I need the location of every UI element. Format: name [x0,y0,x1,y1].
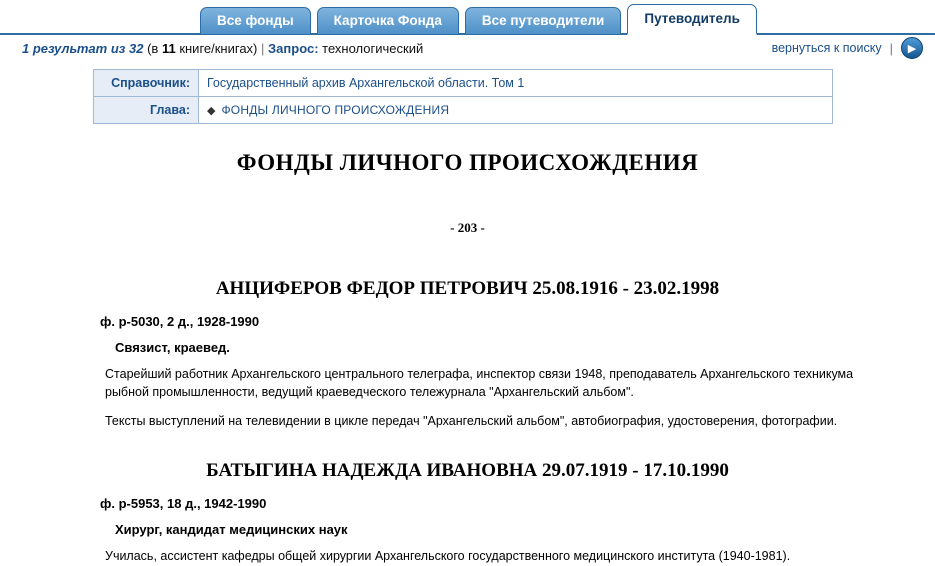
chapter-label: Глава: [94,97,199,124]
back-to-search-link[interactable]: вернуться к поиску [771,41,882,55]
table-row [94,97,833,124]
entry-name: АНЦИФЕРОВ ФЕДОР ПЕТРОВИЧ 25.08.1916 - 23.02.1998 [215,278,720,299]
chapter-value [199,97,833,124]
page-number: - 203 - [450,220,485,235]
entry-fund: ф. р-5030, 2 д., 1928-1990 [100,314,260,329]
entry-role: Связист, краевед. [115,340,230,355]
tab-all-guides[interactable]: Все путеводители [465,7,622,34]
info-panel [0,61,935,124]
result-count: 1 результат из 32 [22,40,144,56]
entry-fund: ф. р-5953, 18 д., 1942-1990 [100,496,267,512]
entry-role: Хирург, кандидат медицинских наук [115,522,348,538]
tab-guide[interactable]: Путеводитель [627,4,757,35]
result-actions [772,37,923,59]
document-body [0,124,935,566]
reference-label: Справочник: [94,70,199,97]
reference-link[interactable]: Государственный архив Архангельской области. Том 1 [207,76,525,90]
tab-fund-card[interactable]: Карточка Фонда [317,7,459,34]
tab-all-funds[interactable]: Все фонды [200,7,311,34]
books-count: 11 [161,40,176,56]
info-table [93,69,833,124]
action-separator: | [889,40,893,56]
document-title: ФОНДЫ ЛИЧНОГО ПРОИСХОЖДЕНИЯ [236,150,699,175]
entry-paragraph: Училась, ассистент кафедры общей хирургии Архангельского государственного медицинского института (1940-1981). [105,549,791,564]
query-label: Запрос: [268,40,319,56]
result-summary [22,41,772,56]
reference-value [199,70,833,97]
tab-bar [0,0,935,35]
table-row [94,70,833,97]
books-suffix: книге/книгах) [175,40,258,56]
arrow-right-icon[interactable]: ▶ [901,37,923,59]
result-separator: | [261,40,265,56]
entry-paragraph: Тексты выступлений на телевидении в цикле передач "Архангельский альбом", автобиография, удостоверения, фотографии. [105,413,838,428]
entry-batygina [80,460,855,566]
entry-name: БАТЫГИНА НАДЕЖДА ИВАНОВНА 29.07.1919 - 17.10.1990 [206,460,729,482]
query-value: технологический [322,40,424,56]
books-prefix: (в [147,40,162,56]
entry-paragraph: Старейший работник Архангельского центрального телеграфа, инспектор связи 1948, преподаватель Архангельского техникума рыбной промышленности, ведущий краеведческого тележурнала "Архангельский альбом". [105,367,854,399]
result-bar [0,35,935,61]
diamond-bullet-icon: ◆ [207,105,216,117]
chapter-link[interactable]: ФОНДЫ ЛИЧНОГО ПРОИСХОЖДЕНИЯ [221,103,450,117]
entry-anciferov [80,278,855,430]
